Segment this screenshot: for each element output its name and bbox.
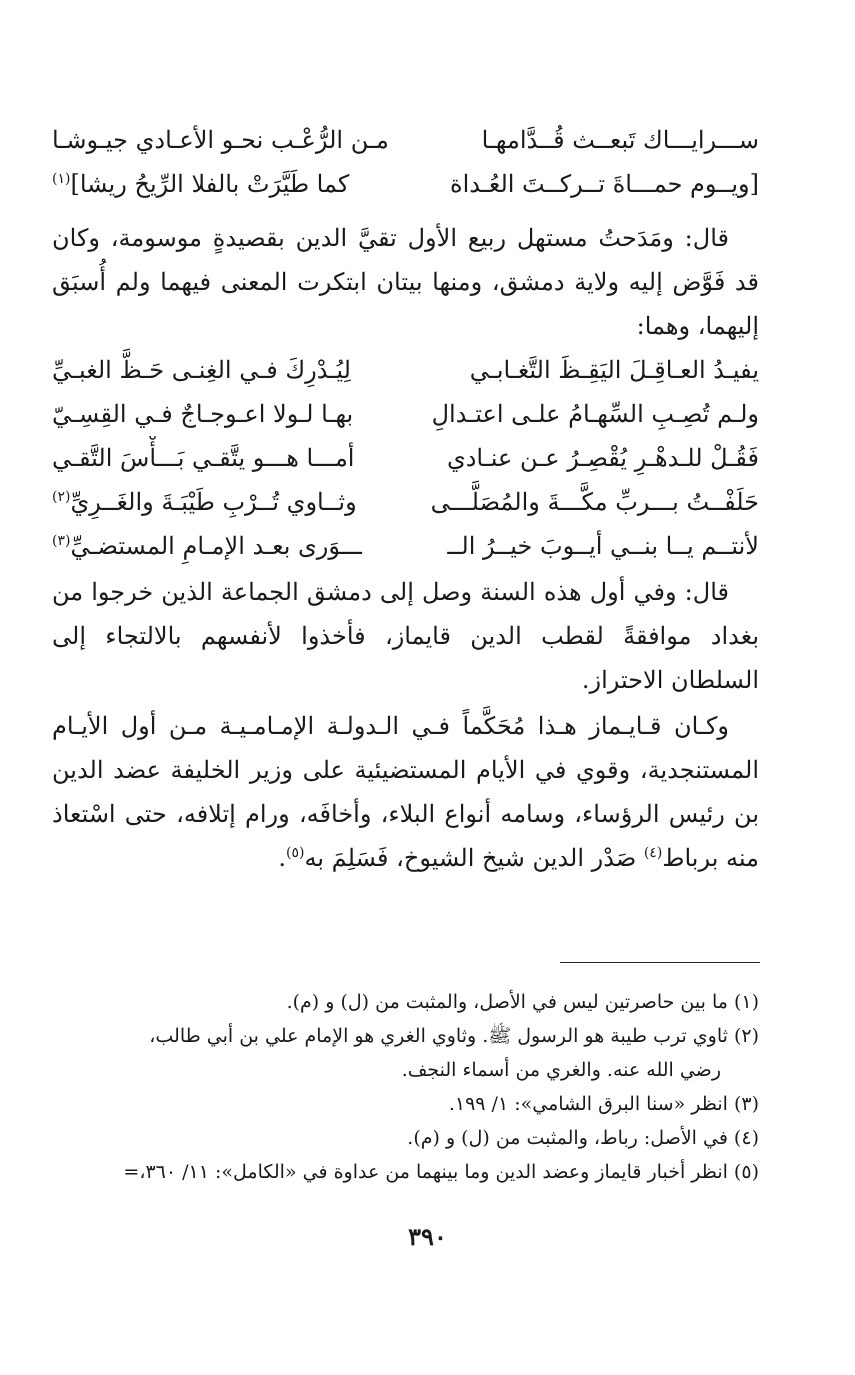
footnote-ref: (٣) (52, 533, 71, 549)
verse-text: كما طَيَّرَتْ بالفلا الرِّيحُ ريشا] (70, 170, 350, 198)
footnote-3: (٣) انظر «سنا البرق الشامي»: ١/ ١٩٩. (448, 1093, 759, 1115)
paragraph-3-end: . (278, 844, 287, 872)
verse-line (52, 348, 759, 392)
verse-group-top (52, 118, 759, 206)
footnote-ref: (٤) (643, 845, 663, 861)
verse-second-hemistich: مـن الرُّعْـب نحـو الأعـادي جيـوشـا (52, 126, 389, 154)
verse-line (52, 392, 759, 436)
verse-first-hemistich: فَقُـلْ للـدهْـرِ يُقْصِـرُ عـن عنـادي (446, 444, 759, 472)
verse-first-hemistich: حَلَفْــتُ بـــربِّ مكَّـــةَ والمُصَلَّـــى (430, 488, 759, 516)
verse-first-hemistich: ســـرايـــاك تَبعــث قُــدَّامهـا (481, 126, 759, 154)
footnote-ref: (٢) (52, 489, 71, 505)
verse-first-hemistich: ولـم تُصِـبِ السِّهـامُ علـى اعتـدالِ (431, 400, 759, 428)
footnote-5: (٥) انظر أخبار قايماز وعضد الدين وما بينهما من عداوة في «الكامل»: ١١/ ٣٦٠،= (123, 1161, 759, 1183)
verse-first-hemistich: يفيـدُ العـاقِـلَ اليَقِـظَ التَّغـابـي (469, 356, 759, 384)
footnote-divider (560, 962, 760, 963)
verse-text: وثــاوي تُــرْبِ طَيْبَـةَ والغَــرِيِّ (70, 488, 357, 516)
paragraph-2: قال: وفي أول هذه السنة وصل إلى دمشق الجماعة الذين خرجوا من بغداد موافقةً لقطب الدين قايماز، فأخذوا لأنفسهم بالالتجاء إلى السلطان الاحتراز. (52, 578, 759, 694)
verse-first-hemistich: لأنتــم يــا بنــي أيــوبَ خيــرُ الــ (447, 532, 759, 560)
verse-line (52, 162, 759, 206)
footnote-ref: (٥) (286, 845, 305, 861)
verse-second-hemistich: لِيُـدْرِكَ فـي الغِنـى حَـظَّ الغبـيِّ (52, 356, 351, 384)
paragraph-3-text: صَدْر الدين شيخ الشيوخ، فَسَلِمَ به (304, 844, 644, 872)
verse-line (52, 480, 759, 524)
footnote-1: (١) ما بين حاصرتين ليس في الأصل، والمثبت من (ل) و (م). (286, 991, 759, 1013)
verse-line (52, 118, 759, 162)
verse-second-hemistich (52, 524, 397, 568)
paragraph-3 (52, 704, 759, 880)
paragraph-1: قال: ومَدَحتُ مستهل ربيع الأول تقيَّ الدين بقصيدةٍ موسومة، وكان قد فَوَّض إليه ولاية دمشق، ومنها بيتان ابتكرت المعنى فيهما ولم أُسبَق إليهما، وهما: (52, 224, 759, 340)
page-body (52, 118, 759, 880)
verse-second-hemistich: بهـا لـولا اعـوجـاجٌ فـي القِسِـيّ (52, 400, 354, 428)
footnotes (52, 985, 759, 1189)
verse-text: ـــوَرى بعـد الإمـامِ المستضـيِّ (70, 532, 362, 560)
verse-line (52, 524, 759, 568)
footnote-2-continuation: رضي الله عنه. والغري من أسماء النجف. (401, 1059, 721, 1081)
paragraph-3-text: وكـان قـايـماز هـذا مُحَكَّماً فـي الـدولـة الإمـامـيـة مـن أول الأيـام المستنجدية، وقوي في الأيام المستضيئية على وزير الخليفة عضد الدين بن رئيس الرؤساء، وسامه أنواع البلاء، وأخافَه، ورام إتلافه، حتى اسْتعاذ منه برباط (52, 712, 759, 872)
verse-first-hemistich: [ويــوم حمـــاةَ تــركــتَ العُـداة (450, 170, 759, 198)
verse-group-mid (52, 348, 759, 568)
verse-line (52, 436, 759, 480)
footnote-4: (٤) في الأصل: رباط، والمثبت من (ل) و (م). (407, 1127, 759, 1149)
page-number: ٣٩٠ (408, 1222, 447, 1251)
footnote-2: (٢) ثاوي ترب طيبة هو الرسول ﷺ. وثاوي الغري هو الإمام علي بن أبي طالب، (149, 1025, 759, 1047)
verse-second-hemistich (52, 480, 397, 524)
verse-second-hemistich (52, 162, 397, 206)
verse-second-hemistich: أمـــا هـــو يتَّقـي بَـــأْسَ التَّقـي (52, 444, 355, 472)
footnote-ref: (١) (52, 171, 71, 187)
